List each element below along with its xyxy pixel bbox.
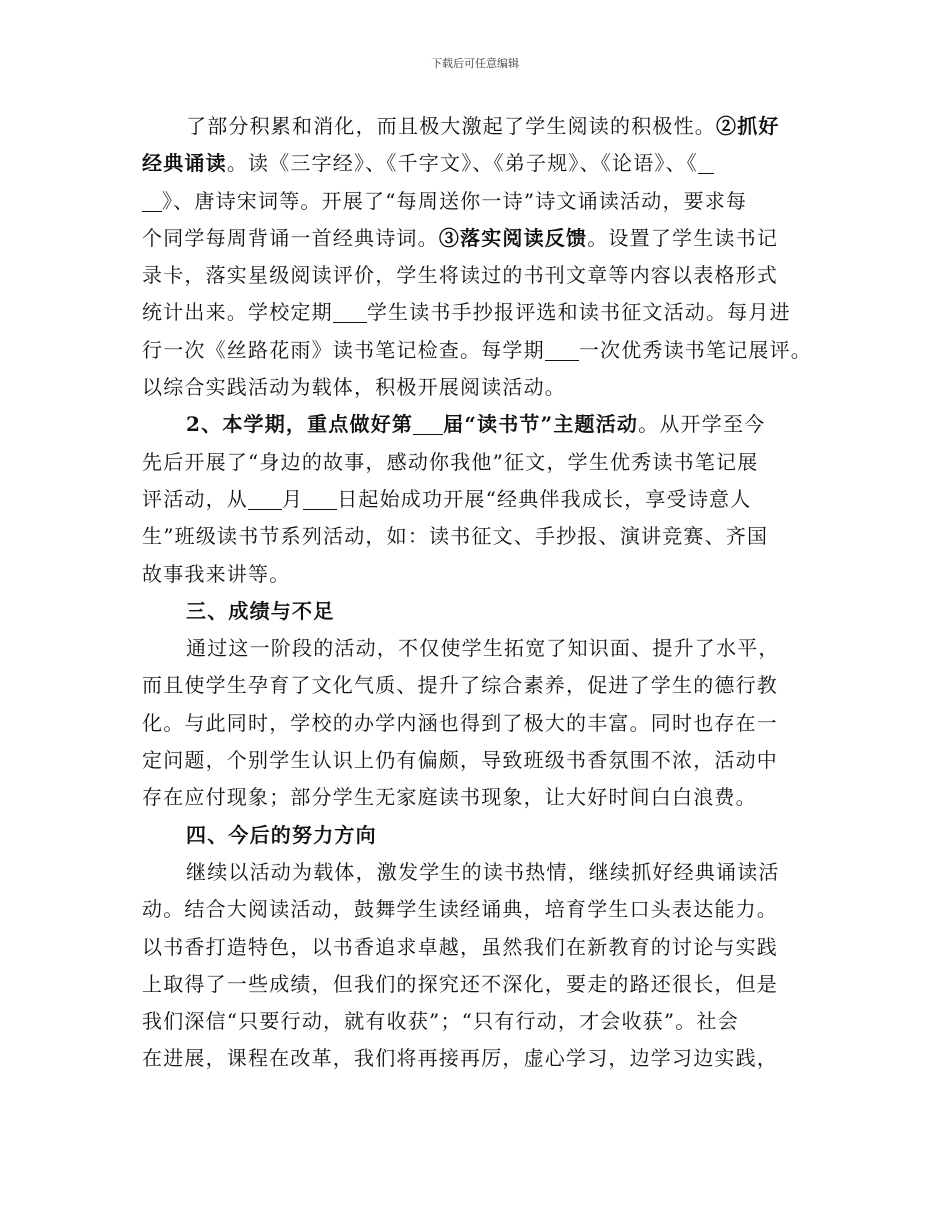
bold-text: 2、本学期，重点做好第 [186, 412, 414, 437]
section-heading: 四、今后的努力方向 [186, 822, 377, 847]
text-line: 化。与此同时，学校的办学内涵也得到了极大的丰富。同时也存在一 [142, 710, 778, 735]
text-line: 以综合实践活动为载体，积极开展阅读活动。 [142, 375, 566, 400]
fill-blank [333, 300, 367, 323]
text-span: 统计出来。学校定期 [142, 300, 333, 325]
text-line: 而且使学生孕育了文化气质、提升了综合素养，促进了学生的德行教 [142, 673, 778, 698]
text-line: 存在应付现象；部分学生无家庭读书现象，让大好时间白白浪费。 [142, 785, 757, 810]
fill-blank [248, 487, 282, 510]
text-line: 定问题，个别学生认识上仍有偏颇，导致班级书香氛围不浓，活动中 [142, 748, 778, 773]
bold-text: 届“读书节”主题活动 [443, 412, 639, 437]
text-line [142, 294, 812, 331]
section-heading: 三、成绩与不足 [186, 598, 335, 623]
text-line [142, 220, 812, 257]
text-span: 》、唐诗宋词等。开展了“每周送你一诗”诗文诵读活动，要求每 [162, 188, 748, 213]
bold-text: 经典诵读 [142, 151, 227, 176]
text-line: 故事我来讲等。 [142, 561, 291, 586]
text-span: 一次优秀读书笔记展评。 [578, 337, 813, 362]
text-span: 了部分积累和消化，而且极大激起了学生阅读的积极性。 [186, 114, 716, 138]
text-span: 。读《三字经》、《千字文》、《弟子规》、《论语》、《 [226, 151, 699, 176]
text-span: 月 [282, 486, 304, 511]
fill-blank [303, 487, 337, 510]
fill-blank [413, 412, 443, 435]
text-line [142, 183, 812, 220]
text-span: 。设置了学生读书记 [587, 225, 779, 250]
text-line [142, 406, 812, 443]
bold-text: ②抓好 [716, 114, 780, 138]
text-line [142, 145, 812, 182]
text-line: 我们深信“只要行动，就有收获”；“只有行动，才会收获”。社会 [142, 1009, 739, 1034]
text-line: 录卡，落实星级阅读评价，学生将读过的书刊文章等内容以表格形式 [142, 263, 778, 288]
text-line [142, 108, 812, 145]
fill-blank [142, 189, 162, 212]
text-line: 生”班级读书节系列活动，如：读书征文、手抄报、演讲竞赛、齐国 [142, 524, 769, 549]
text-span: 学生读书手抄报评选和读书征文活动。每月进 [366, 300, 791, 325]
text-line [142, 332, 812, 369]
text-line: 继续以活动为载体，激发学生的读书热情，继续抓好经典诵读活 [186, 859, 780, 884]
text-span: 日起始成功开展“经典伴我成长，享受诗意人 [337, 486, 752, 511]
text-line [142, 481, 812, 518]
bold-text: ③落实阅读反馈 [438, 225, 588, 250]
text-line: 通过这一阶段的活动，不仅使学生拓宽了知识面、提升了水平， [186, 636, 780, 661]
text-line: 在进展，课程在改革，我们将再接再厉，虚心学习，边学习边实践， [142, 1046, 778, 1071]
text-line: 动。结合大阅读活动，鼓舞学生读经诵典，培育学生口头表达能力。 [142, 897, 778, 922]
text-line: 以书香打造特色，以书香追求卓越，虽然我们在新教育的讨论与实践 [142, 934, 778, 959]
fill-blank [545, 338, 579, 361]
text-span: 行一次《丝路花雨》读书笔记检查。每学期 [142, 337, 545, 362]
fill-blank [698, 151, 714, 174]
text-span: 评活动，从 [142, 486, 248, 511]
text-span: 。从开学至今 [638, 412, 766, 437]
text-span: 个同学每周背诵一首经典诗词。 [142, 225, 439, 250]
text-line: 先后开展了“身边的故事，感动你我他”征文，学生优秀读书笔记展 [142, 449, 759, 474]
page-header: 下载后可任意编辑 [431, 57, 519, 70]
text-line: 上取得了一些成绩，但我们的探究还不深化，要走的路还很长，但是 [142, 971, 778, 996]
document-body [142, 108, 812, 1078]
